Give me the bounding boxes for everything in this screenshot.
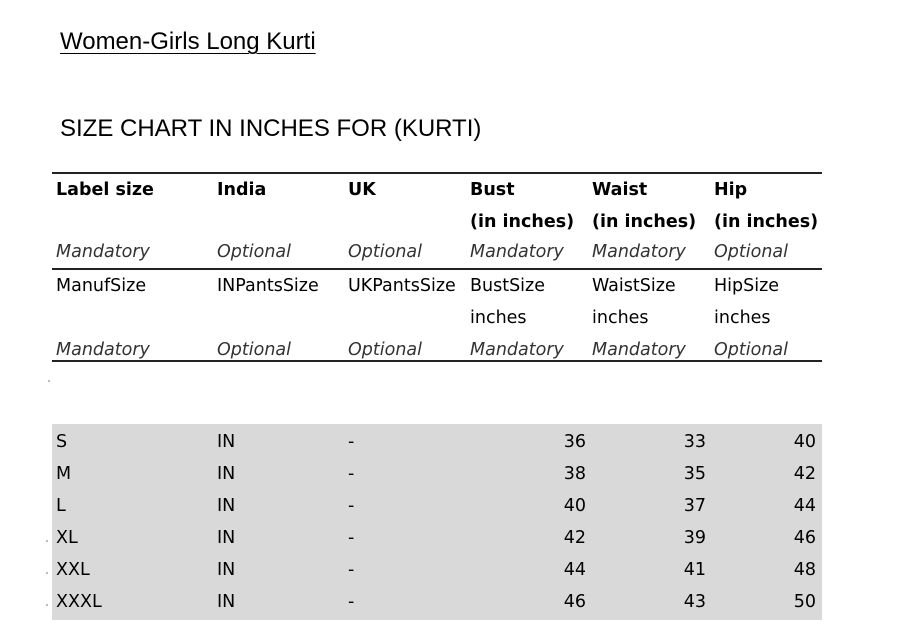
header-label-size: Label size	[56, 180, 154, 200]
field-waist-line2: inches	[592, 308, 649, 328]
waist-cell: 37	[683, 496, 706, 516]
waist-cell: 43	[683, 592, 706, 612]
size-cell: XL	[56, 528, 78, 548]
header-bust-line2: (in inches)	[470, 212, 575, 232]
req2-uk: Optional	[348, 340, 422, 360]
req1-waist: Mandatory	[592, 242, 686, 262]
field-waist	[592, 270, 676, 334]
field-bust	[470, 270, 545, 334]
table-row	[52, 424, 822, 456]
table-row	[52, 552, 822, 584]
req1-label-size: Mandatory	[56, 242, 150, 262]
field-hip-line2: inches	[714, 308, 771, 328]
req2-hip: Optional	[714, 340, 788, 360]
header-waist-line1: Waist	[592, 180, 648, 200]
stray-mark	[48, 380, 50, 382]
size-data-table	[52, 424, 822, 620]
india-cell: IN	[217, 496, 236, 516]
column-header-row	[52, 174, 822, 238]
field-label-size: ManufSize	[56, 276, 147, 296]
table-row	[52, 456, 822, 488]
header-hip	[714, 174, 818, 238]
table-row	[52, 520, 822, 552]
field-name-row	[52, 270, 822, 334]
size-chart-heading: SIZE CHART IN INCHES FOR (KURTI)	[60, 115, 482, 142]
field-uk: UKPantsSize	[348, 276, 456, 296]
india-cell: IN	[217, 560, 236, 580]
india-cell: IN	[217, 528, 236, 548]
req2-india: Optional	[217, 340, 291, 360]
uk-cell: -	[348, 560, 355, 580]
bust-cell: 46	[563, 592, 586, 612]
header-bust	[470, 174, 574, 238]
bust-cell: 36	[563, 432, 586, 452]
bust-cell: 40	[563, 496, 586, 516]
uk-cell: -	[348, 496, 355, 516]
table-row	[52, 584, 822, 616]
field-hip	[714, 270, 779, 334]
header-waist	[592, 174, 696, 238]
page-title: Women-Girls Long Kurti	[60, 28, 316, 55]
waist-cell: 41	[683, 560, 706, 580]
field-waist-line1: WaistSize	[592, 276, 676, 296]
stray-mark	[46, 572, 48, 574]
hip-cell: 40	[793, 432, 816, 452]
india-cell: IN	[217, 464, 236, 484]
waist-cell: 35	[683, 464, 706, 484]
size-chart-header	[52, 172, 822, 366]
field-hip-line1: HipSize	[714, 276, 780, 296]
bust-cell: 38	[563, 464, 586, 484]
uk-cell: -	[348, 432, 355, 452]
uk-cell: -	[348, 464, 355, 484]
waist-cell: 39	[683, 528, 706, 548]
hip-cell: 44	[793, 496, 816, 516]
header-hip-line2: (in inches)	[714, 212, 819, 232]
bust-cell: 44	[563, 560, 586, 580]
bust-cell: 42	[563, 528, 586, 548]
hip-cell: 48	[793, 560, 816, 580]
req1-bust: Mandatory	[470, 242, 564, 262]
req1-uk: Optional	[348, 242, 422, 262]
india-cell: IN	[217, 432, 236, 452]
header-uk: UK	[348, 180, 376, 200]
size-cell: L	[56, 496, 66, 516]
field-bust-line1: BustSize	[470, 276, 545, 296]
india-cell: IN	[217, 592, 236, 612]
hip-cell: 50	[793, 592, 816, 612]
req1-india: Optional	[217, 242, 291, 262]
size-cell: M	[56, 464, 72, 484]
header-bust-line1: Bust	[470, 180, 515, 200]
hip-cell: 46	[793, 528, 816, 548]
waist-cell: 33	[683, 432, 706, 452]
uk-cell: -	[348, 528, 355, 548]
header-india: India	[217, 180, 267, 200]
req1-hip: Optional	[714, 242, 788, 262]
req2-bust: Mandatory	[470, 340, 564, 360]
header-hip-line1: Hip	[714, 180, 748, 200]
table-row	[52, 488, 822, 520]
stray-mark	[46, 604, 48, 606]
header-waist-line2: (in inches)	[592, 212, 697, 232]
size-cell: S	[56, 432, 68, 452]
uk-cell: -	[348, 592, 355, 612]
req2-label-size: Mandatory	[56, 340, 150, 360]
field-india: INPantsSize	[217, 276, 319, 296]
req2-waist: Mandatory	[592, 340, 686, 360]
size-cell: XXL	[56, 560, 90, 580]
bottom-rule	[52, 360, 822, 362]
hip-cell: 42	[793, 464, 816, 484]
field-bust-line2: inches	[470, 308, 527, 328]
requirement-row-1	[52, 236, 822, 268]
size-cell: XXXL	[56, 592, 102, 612]
stray-mark	[46, 540, 48, 542]
